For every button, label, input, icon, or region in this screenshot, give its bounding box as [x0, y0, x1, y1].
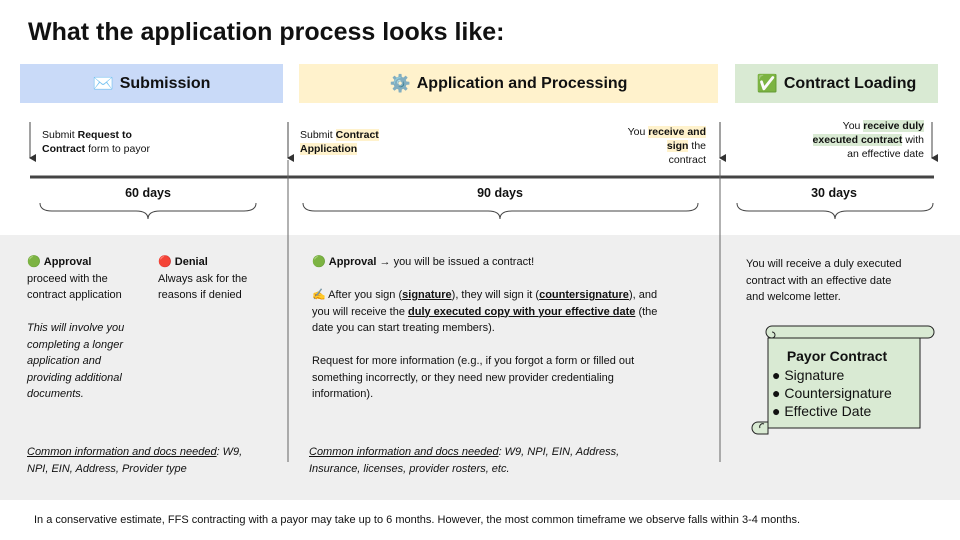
milestone-highlight: sign	[666, 140, 689, 152]
phase-label: Contract Loading	[783, 74, 917, 92]
approval-text: → you will be issued a contract!	[376, 256, 535, 268]
common-docs-label: Common information and docs needed	[27, 446, 217, 458]
common-docs-text: NPI, EIN, Address, Provider type	[27, 462, 187, 475]
duration-label: 90 days	[477, 186, 523, 200]
scroll-item: ● Signature	[772, 367, 845, 383]
approval-line: proceed with the	[27, 272, 108, 285]
common-docs-text: : W9,	[216, 446, 243, 458]
common-docs-submission	[27, 444, 282, 477]
milestone-contract-application	[300, 128, 450, 156]
involve-line: completing a longer	[27, 338, 124, 351]
duration-label: 30 days	[811, 186, 857, 200]
footer-note: In a conservative estimate, FFS contracting with a payor may take up to 6 months. However, the most common timeframe we observe falls within 3-4 months.	[34, 514, 801, 526]
page-title: What the application process looks like:	[28, 18, 505, 46]
milestone-highlight: receive duly	[863, 120, 924, 132]
sign-text: date you can start treating members).	[312, 322, 495, 334]
common-docs-label: Common information and docs needed	[309, 446, 499, 458]
denial-line: reasons if denied	[158, 289, 242, 301]
sign-text: (the	[635, 305, 658, 318]
request-line: something incorrectly, or they need new provider credentialing	[312, 371, 614, 384]
involve-line: application and	[27, 355, 102, 367]
involve-line: documents.	[27, 388, 84, 400]
denial-line: Always ask for the	[158, 272, 248, 285]
common-docs-text: Insurance, licenses, provider rosters, etc.	[309, 462, 510, 475]
milestone-text: form to payor	[85, 143, 150, 155]
milestone-executed-contract	[768, 119, 924, 161]
sign-text: ), they will sign it (	[451, 289, 540, 301]
sign-text: ), and	[628, 289, 658, 301]
milestone-highlight: executed contract	[812, 134, 903, 146]
duration-brace	[737, 203, 933, 219]
request-line: information).	[312, 388, 374, 400]
sign-keyword: countersignature	[539, 289, 629, 301]
envelope-icon: ✉️	[92, 73, 114, 93]
red-circle-icon: 🔴	[158, 256, 172, 268]
phase-label: Submission	[119, 74, 211, 92]
involve-note	[27, 320, 227, 403]
milestone-text: with	[902, 134, 924, 146]
approval-line: contract application	[27, 289, 122, 301]
milestone-bold: Contract	[42, 143, 86, 155]
processing-approval	[312, 254, 712, 271]
scroll-item: ● Effective Date	[772, 403, 872, 419]
processing-sign	[312, 287, 712, 337]
common-docs-processing	[309, 444, 709, 477]
milestone-receive-sign	[596, 125, 706, 167]
sign-text: you will receive the	[312, 305, 408, 318]
denial-block	[158, 254, 283, 304]
milestone-highlight: Application	[300, 143, 358, 155]
milestone-text: contract	[668, 154, 706, 166]
duration-label: 60 days	[125, 186, 171, 200]
sign-text: After you sign (	[325, 289, 403, 301]
writing-hand-icon: ✍️	[312, 289, 326, 301]
milestone-text: the	[688, 140, 706, 152]
gear-icon: ⚙️	[389, 73, 411, 93]
milestone-text: You	[842, 120, 864, 132]
processing-request	[312, 353, 712, 403]
scroll-title: Payor Contract	[786, 348, 888, 364]
scroll-item: ● Countersignature	[772, 385, 892, 401]
milestone-request-to-contract	[42, 128, 242, 156]
common-docs-text: : W9, NPI, EIN, Address,	[498, 446, 620, 458]
green-circle-icon: 🟢	[27, 256, 41, 268]
milestone-text: Submit	[42, 129, 78, 141]
approval-title: Approval	[43, 256, 92, 268]
duration-brace	[303, 203, 698, 219]
green-circle-icon: 🟢	[312, 256, 326, 268]
milestone-text: You	[627, 126, 649, 138]
milestone-text: Submit	[300, 129, 336, 141]
sign-keyword: duly executed copy with your effective date	[408, 305, 636, 318]
approval-title: Approval	[328, 256, 377, 268]
loading-description	[746, 256, 946, 306]
milestone-highlight: receive and	[648, 126, 706, 138]
request-line: Request for more information (e.g., if you forgot a form or filled out	[312, 355, 635, 367]
payor-contract-card	[772, 348, 922, 420]
loading-line: contract with an effective date	[746, 274, 892, 287]
loading-line: and welcome letter.	[746, 291, 841, 303]
duration-brace	[40, 203, 256, 219]
loading-line: You will receive a duly executed	[746, 258, 902, 270]
involve-line: providing additional	[27, 371, 122, 384]
milestone-text: an effective date	[847, 148, 924, 160]
milestone-highlight: Contract	[335, 129, 379, 141]
involve-line: This will involve you	[27, 322, 125, 334]
approval-block	[27, 254, 157, 304]
denial-title: Denial	[174, 256, 208, 268]
check-icon: ✅	[756, 73, 778, 93]
sign-keyword: signature	[402, 289, 452, 301]
phase-label: Application and Processing	[416, 74, 628, 92]
milestone-bold: Request to	[77, 129, 132, 141]
